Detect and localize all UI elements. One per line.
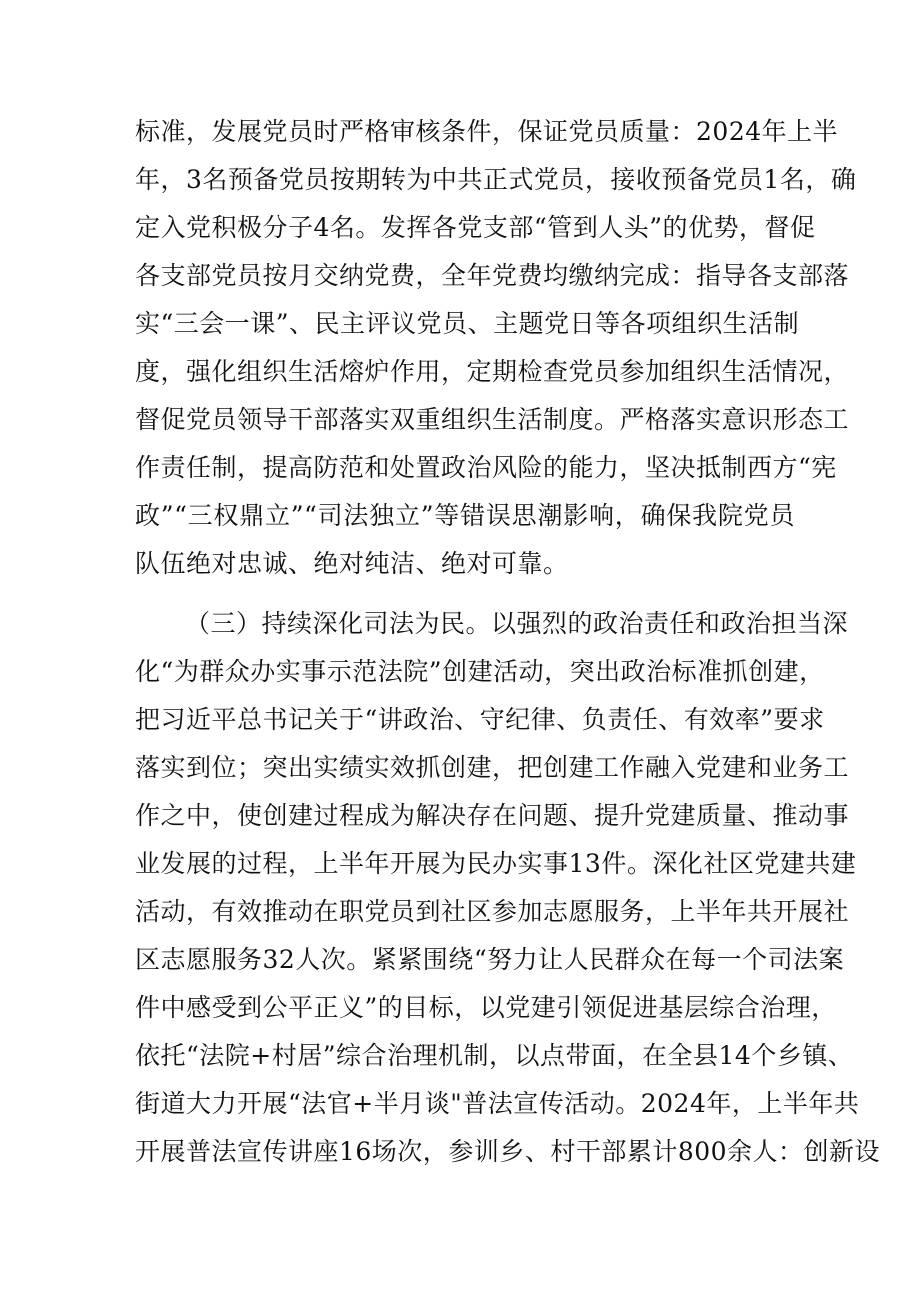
text-line: 落实到位；突出实绩实效抓创建，把创建工作融入党建和业务工 [135,753,850,782]
text-line: 督促党员领导干部落实双重组织生活制度。严格落实意识形态工 [135,405,850,434]
text-line: 标准，发展党员时严格审核条件，保证党员质量：2024年上半 [135,117,839,146]
text-line: 街道大力开展“法官+半月谈"普法宣传活动。2024年，上半年共 [135,1089,860,1118]
text-line: 各支部党员按月交纳党费，全年党费均缴纳完成：指导各支部落 [135,261,850,290]
text-line: 政”“三权鼎立”“司法独立”等错误思潮影响，确保我院党员 [135,501,795,530]
text-line: 作责任制，提高防范和处置政治风险的能力，坚决抵制西方“宪 [135,453,837,482]
text-line: 活动，有效推动在职党员到社区参加志愿服务，上半年共开展社 [135,897,850,926]
text-line: 依托“法院+村居”综合治理机制，以点带面，在全县14个乡镇、 [135,1041,854,1070]
text-line: 实“三会一课”、民主评议党员、主题党日等各项组织生活制 [135,309,800,338]
text-line: 年，3名预备党员按期转为中共正式党员，接收预备党员1名，确 [135,165,857,194]
text-line: 开展普法宣传讲座16场次，参训乡、村干部累计800余人：创新设 [135,1137,881,1166]
text-line: 队伍绝对忠诚、绝对纯洁、绝对可靠。 [135,549,569,578]
text-line: 定入党积极分子4名。发挥各党支部“管到人头”的优势，督促 [135,213,816,242]
text-line: 业发展的过程，上半年开展为民办实事13件。深化社区党建共建 [135,849,857,878]
text-line: 度，强化组织生活熔炉作用，定期检查党员参加组织生活情况， [135,357,850,386]
text-line: 作之中，使创建过程成为解决存在问题、提升党建质量、推动事 [135,801,850,830]
text-line: 把习近平总书记关于“讲政治、守纪律、负责任、有效率”要求 [135,705,825,734]
text-line: 区志愿服务32人次。紧紧围绕“努力让人民群众在每一个司法案 [135,945,845,974]
text-line: 件中感受到公平正义”的目标，以党建引领促进基层综合治理， [135,993,837,1022]
section-heading-line: （三）持续深化司法为民。以强烈的政治责任和政治担当深 [185,609,849,638]
text-line: 化“为群众办实事示范法院”创建活动，突出政治标准抓创建， [135,657,825,686]
